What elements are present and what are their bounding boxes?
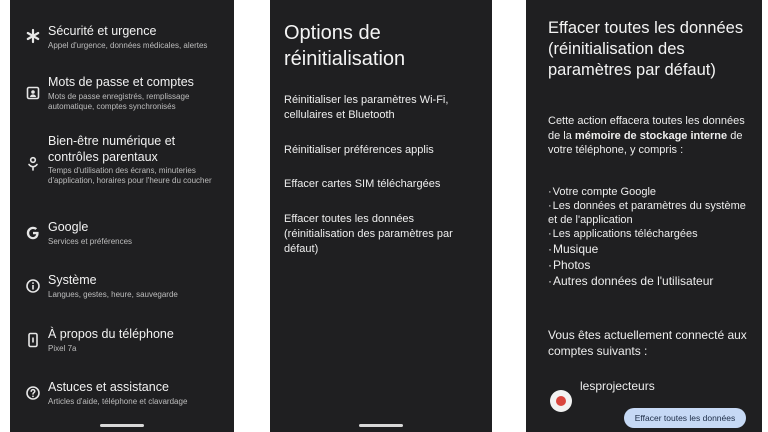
settings-item-system[interactable]	[10, 271, 234, 305]
navigation-handle[interactable]	[100, 424, 144, 427]
list-item: · Les applications téléchargées	[548, 227, 758, 241]
settings-screen	[10, 0, 234, 432]
option-reset-network[interactable]: Réinitialiser les paramètres Wi-Fi, cellulaires et Bluetooth	[284, 94, 449, 121]
info-icon	[25, 278, 41, 294]
google-icon	[25, 225, 41, 241]
option-reset-app-preferences[interactable]: Réinitialiser préférences applis	[284, 144, 434, 156]
settings-item-passwords[interactable]	[10, 73, 234, 115]
wellbeing-icon	[25, 155, 41, 171]
factory-reset-screen	[526, 0, 762, 432]
settings-item-help[interactable]	[10, 378, 234, 412]
phone-icon	[25, 332, 41, 348]
settings-item-subtitle: Articles d'aide, téléphone et clavardage	[48, 397, 188, 406]
description-bold-text: mémoire de stockage interne	[574, 129, 728, 142]
description-text-end: de votre téléphone, y compris :	[548, 129, 743, 156]
list-item: · Musique	[548, 241, 758, 257]
settings-item-title: Astuces et assistance	[48, 380, 169, 394]
page-title: Effacer toutes les données (réinitialisation des paramètres par défaut)	[548, 19, 744, 79]
settings-item-subtitle: Langues, gestes, heure, sauvegarde	[48, 290, 178, 299]
settings-item-title: Bien-être numérique et contrôles parentaux	[48, 134, 176, 164]
reset-options-screen	[270, 0, 492, 432]
settings-item-google[interactable]	[10, 218, 234, 252]
settings-item-title: À propos du téléphone	[48, 327, 174, 341]
account-name: lesprojecteurs	[580, 379, 655, 393]
option-erase-esim[interactable]: Effacer cartes SIM téléchargées	[284, 178, 441, 190]
settings-item-title: Google	[48, 220, 89, 234]
description-text: Cette action effacera toutes les données de la	[548, 115, 745, 142]
settings-item-subtitle: Temps d'utilisation des écrans, minuteries d'application, horaires pour l'heure du coucher	[48, 166, 212, 185]
settings-item-subtitle: Mots de passe enregistrés, remplissage automatique, comptes synchronisés	[48, 92, 190, 111]
connected-accounts-text: Vous êtes actuellement connecté aux comptes suivants :	[548, 328, 747, 358]
settings-item-title: Sécurité et urgence	[48, 24, 157, 38]
list-item: · Votre compte Google	[548, 185, 758, 199]
asterisk-icon	[25, 28, 41, 44]
settings-item-title: Mots de passe et comptes	[48, 75, 194, 89]
navigation-handle[interactable]	[359, 424, 403, 427]
settings-item-subtitle: Pixel 7a	[48, 344, 77, 353]
settings-item-subtitle: Appel d'urgence, données médicales, alertes	[48, 41, 208, 50]
settings-item-title: Système	[48, 273, 97, 287]
list-item: · Autres données de l'utilisateur	[548, 273, 758, 289]
list-item: · Photos	[548, 257, 758, 273]
help-icon	[25, 385, 41, 401]
settings-item-subtitle: Services et préférences	[48, 237, 133, 246]
erase-list	[548, 185, 758, 289]
reset-description	[548, 114, 748, 158]
avatar	[550, 390, 572, 412]
page-title: Options de réinitialisation	[284, 22, 406, 70]
erase-all-button[interactable]: Effacer toutes les données	[624, 408, 746, 428]
settings-item-about-phone[interactable]	[10, 325, 234, 359]
option-factory-reset[interactable]: Effacer toutes les données (réinitialisation des paramètres par défaut)	[284, 213, 453, 255]
password-icon	[25, 85, 41, 101]
settings-item-digital-wellbeing[interactable]	[10, 131, 234, 197]
settings-item-security[interactable]	[10, 22, 234, 56]
list-item: · Les données et paramètres du système et de l'application	[548, 199, 758, 227]
